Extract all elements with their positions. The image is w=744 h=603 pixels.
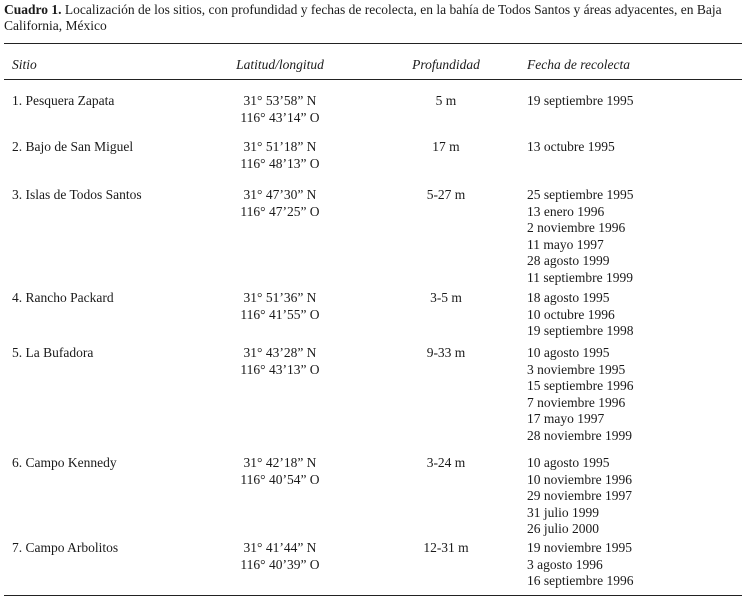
latitude: 31° 41’44” N xyxy=(243,540,317,555)
latitude: 31° 42’18” N xyxy=(243,455,317,470)
collection-dates xyxy=(527,540,633,590)
depth: 3-5 m xyxy=(430,290,462,305)
collection-date: 17 mayo 1997 xyxy=(527,411,605,427)
collection-date: 11 septiembre 1999 xyxy=(527,269,633,285)
site-name: 4. Rancho Packard xyxy=(12,290,114,305)
longitude: 116° 48’13” O xyxy=(240,155,320,171)
coordinates xyxy=(200,139,360,172)
collection-date: 31 julio 1999 xyxy=(527,504,600,520)
collection-date: 18 agosto 1995 xyxy=(527,290,610,305)
site-name: 1. Pesquera Zapata xyxy=(12,93,115,108)
collection-date: 28 noviembre 1999 xyxy=(527,427,632,443)
site-name: 5. La Bufadora xyxy=(12,345,94,360)
header-depth: Profundidad xyxy=(412,57,480,72)
collection-date: 13 enero 1996 xyxy=(527,203,605,219)
latitude: 31° 51’18” N xyxy=(243,139,317,154)
latitude: 31° 43’28” N xyxy=(243,345,317,360)
bottom-rule xyxy=(4,595,742,596)
collection-dates xyxy=(527,455,632,538)
coordinates xyxy=(200,93,360,126)
collection-date: 2 noviembre 1996 xyxy=(527,220,626,236)
depth: 17 m xyxy=(432,139,460,154)
coordinates xyxy=(200,540,360,573)
collection-date: 19 noviembre 1995 xyxy=(527,540,632,555)
longitude: 116° 40’39” O xyxy=(240,556,320,572)
collection-date: 7 noviembre 1996 xyxy=(527,394,626,410)
site-name: 7. Campo Arbolitos xyxy=(12,540,119,555)
coordinates xyxy=(200,345,360,378)
collection-date: 19 septiembre 1995 xyxy=(527,93,634,108)
header-site: Sitio xyxy=(12,57,37,72)
longitude: 116° 43’14” O xyxy=(240,109,320,125)
latitude: 31° 47’30” N xyxy=(243,187,317,202)
depth: 3-24 m xyxy=(426,455,466,470)
collection-date: 28 agosto 1999 xyxy=(527,253,610,269)
collection-date: 15 septiembre 1996 xyxy=(527,378,634,394)
collection-date: 11 mayo 1997 xyxy=(527,236,604,252)
longitude: 116° 41’55” O xyxy=(240,306,320,322)
collection-dates xyxy=(527,187,633,287)
depth: 12-31 m xyxy=(423,540,469,555)
top-rule xyxy=(4,43,742,44)
site-name: 3. Islas de Todos Santos xyxy=(12,187,142,202)
latitude: 31° 51’36” N xyxy=(243,290,317,305)
depth: 5 m xyxy=(435,93,457,108)
depth: 5-27 m xyxy=(426,187,466,202)
collection-date: 16 septiembre 1996 xyxy=(527,573,634,589)
collection-date: 10 agosto 1995 xyxy=(527,455,610,470)
site-name: 2. Bajo de San Miguel xyxy=(12,139,134,154)
coordinates xyxy=(200,187,360,220)
collection-dates xyxy=(527,93,633,110)
collection-dates xyxy=(527,345,633,445)
caption-label: Cuadro 1. xyxy=(4,2,62,17)
longitude: 116° 47’25” O xyxy=(240,203,320,219)
collection-date: 10 agosto 1995 xyxy=(527,345,610,360)
collection-date: 10 noviembre 1996 xyxy=(527,471,632,487)
collection-date: 13 octubre 1995 xyxy=(527,139,615,154)
collection-dates xyxy=(527,290,633,340)
caption-text: Localización de los sitios, con profundidad y fechas de recolecta, en la bahía de Todos Santos y áreas adyacentes, en Baja California, México xyxy=(4,2,722,33)
latitude: 31° 53’58” N xyxy=(243,93,317,108)
coordinates xyxy=(200,290,360,323)
header-coordinates: Latitud/longitud xyxy=(236,57,324,72)
longitude: 116° 40’54” O xyxy=(240,471,320,487)
collection-date: 26 julio 2000 xyxy=(527,521,600,537)
collection-date: 10 octubre 1996 xyxy=(527,306,615,322)
depth: 9-33 m xyxy=(426,345,466,360)
header-rule xyxy=(4,79,742,80)
collection-date: 25 septiembre 1995 xyxy=(527,187,634,202)
coordinates xyxy=(200,455,360,488)
collection-date: 3 noviembre 1995 xyxy=(527,361,626,377)
table-caption xyxy=(4,2,742,34)
collection-date: 3 agosto 1996 xyxy=(527,556,603,572)
collection-date: 19 septiembre 1998 xyxy=(527,323,634,339)
collection-date: 29 noviembre 1997 xyxy=(527,488,632,504)
collection-dates xyxy=(527,139,615,156)
longitude: 116° 43’13” O xyxy=(240,361,320,377)
header-dates: Fecha de recolecta xyxy=(527,57,630,72)
site-name: 6. Campo Kennedy xyxy=(12,455,117,470)
